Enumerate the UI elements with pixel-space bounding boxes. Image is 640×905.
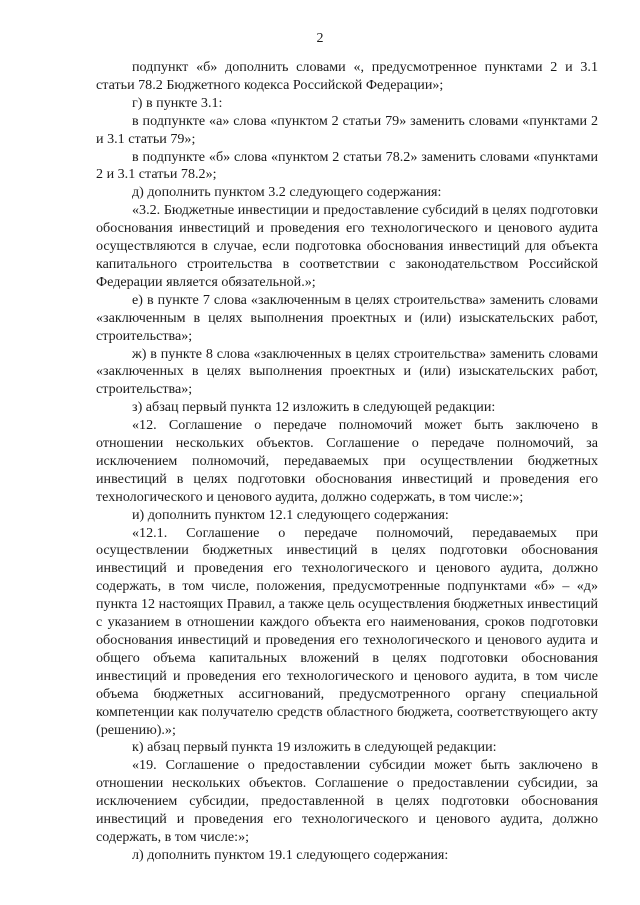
paragraph-clause-12: «12. Соглашение о передаче полномочий может быть заключено в отношении нескольких объектов. Соглашение о передаче полномочий, за исключением полномочий, передаваемых при осуществлении бюджетных инвестиций в целях подготовки обоснования инвестиций и проведения его технологического и ценового аудита, должно содержать, в том числе:»;: [96, 417, 598, 505]
paragraph-item-z: з) абзац первый пункта 12 изложить в следующей редакции:: [132, 399, 496, 416]
paragraph-item-k: к) абзац первый пункта 19 изложить в следующей редакции:: [132, 739, 497, 756]
paragraph-clause-3-2: «3.2. Бюджетные инвестиции и предоставление субсидий в целях подготовки обоснования инвестиций и проведения его технологического и ценового аудита осуществляются в случае, если подготовка обоснования инвестиций для объекта капитального строительства в соответствии с законодательством Российской Федерации является обязательной.»;: [96, 202, 598, 290]
paragraph-subitem-a-replace: в подпункте «а» слова «пунктом 2 статьи 79» заменить словами «пунктами 2 и 3.1 статьи 79»;: [96, 112, 598, 147]
paragraph-clause-19: «19. Соглашение о предоставлении субсидии может быть заключено в отношении нескольких объектов. Соглашение о предоставлении субсидии, за исключением субсидии, предоставленной в целях подготовки обоснования инвестиций и проведения его технологического и ценового аудита, должно содержать, в том числе:»;: [96, 757, 598, 845]
paragraph-item-zh: ж) в пункте 8 слова «заключенных в целях строительства» заменить словами «заключенных в целях выполнения проектных и (или) изыскательских работ, строительства»;: [96, 345, 598, 398]
document-body: [96, 59, 598, 865]
paragraph-item-e: е) в пункте 7 слова «заключенным в целях строительства» заменить словами «заключенным в целях выполнения проектных и (или) изыскательских работ, строительства»;: [96, 291, 598, 344]
page-number: 2: [316, 31, 324, 46]
paragraph-item-l: л) дополнить пунктом 19.1 следующего содержания:: [132, 846, 449, 863]
paragraph-clause-12-1: «12.1. Соглашение о передаче полномочий, передаваемых при осуществлении бюджетных инвестиций в целях подготовки обоснования инвестиций и проведения его технологического и ценового аудита, должно содержать, в том числе, положения, предусмотренные подпунктами «б» – «д» пункта 12 настоящих Правил, а также цель осуществления бюджетных инвестиций с указанием в отношении каждого объекта его наименования, сроков подготовки обоснования инвестиций и проведения его технологического и ценового аудита и общего объема капитальных вложений в целях подготовки обоснования инвестиций и проведения его технологического и ценового аудита, в том числе объема бюджетных ассигнований, предусмотренного органу специальной компетенции как получателю средств областного бюджета, соответствующего акту (решению).»;: [96, 524, 598, 738]
paragraph-item-i: и) дополнить пунктом 12.1 следующего содержания:: [132, 506, 449, 523]
paragraph-item-g: г) в пункте 3.1:: [132, 94, 223, 111]
paragraph-subitem-b-addition: подпункт «б» дополнить словами «, предусмотренное пунктами 2 и 3.1 статьи 78.2 Бюджетного кодекса Российской Федерации»;: [96, 59, 598, 93]
paragraph-item-d: д) дополнить пунктом 3.2 следующего содержания:: [132, 184, 442, 201]
paragraph-subitem-b-replace: в подпункте «б» слова «пунктом 2 статьи 78.2» заменить словами «пунктами 2 и 3.1 статьи 78.2»;: [96, 148, 598, 183]
